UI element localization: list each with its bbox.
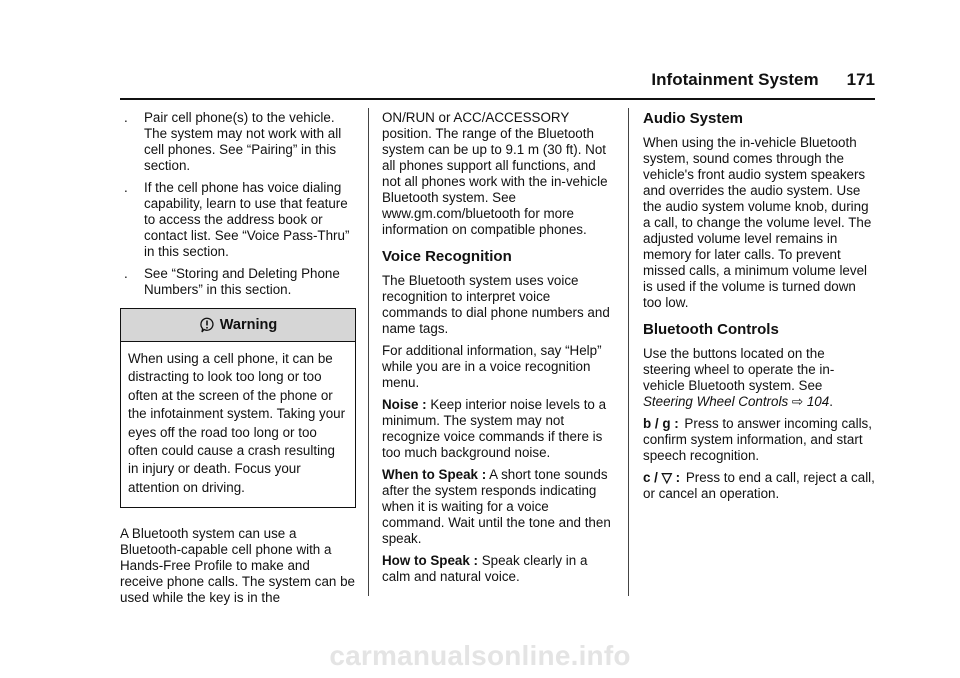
section-title: Infotainment System (651, 70, 819, 89)
push-to-talk-icon: b / g : (643, 416, 679, 431)
bullet-text: Pair cell phone(s) to the vehicle. The system may not work with all cell phones. See “Pairing” in this section. (144, 110, 342, 173)
voice-recognition-paragraph: The Bluetooth system uses voice recognition to interpret voice commands to dial phone numbers and name tags. (382, 273, 610, 336)
bullet-item (120, 180, 356, 260)
answer-call-text: Press to answer incoming calls, confirm system information, and start speech recognition. (643, 416, 872, 463)
when-to-speak-text: A short tone sounds after the system responds indicating when it is waiting for a voice command. Wait until the tone and then speak. (382, 467, 611, 546)
how-to-speak-label: How to Speak : (382, 553, 478, 568)
noise-text: Keep interior noise levels to a minimum. The system may not recognize voice commands if there is too much background noise. (382, 397, 607, 460)
column-divider-2 (628, 108, 629, 596)
column-3 (643, 110, 875, 508)
bullet-text: If the cell phone has voice dialing capability, learn to use that feature to access the address book or contact list. See “Voice Pass-Thru” in this section. (144, 180, 350, 259)
watermark: carmanualsonline.info (329, 640, 631, 671)
how-to-speak-text: Speak clearly in a calm and natural voice. (382, 553, 588, 584)
when-to-speak-paragraph (382, 467, 614, 547)
bullet-text: See “Storing and Deleting Phone Numbers” in this section. (144, 266, 340, 297)
bullet-item (120, 266, 356, 298)
header-rule (120, 98, 875, 100)
when-to-speak-label: When to Speak : (382, 467, 487, 482)
noise-paragraph (382, 397, 614, 461)
warning-body: When using a cell phone, it can be distracting to look too long or too often at the screen of the phone or the infotainment system. Taking your eyes off the road too long or too often could cause a crash resulting in injury or death. Focus your attention on driving. (128, 351, 346, 495)
warning-title: Warning (219, 317, 278, 333)
end-call-icon: c / ▽ : (643, 470, 681, 485)
bullet-mark: . (124, 110, 128, 125)
bullet-item (120, 110, 356, 174)
warning-header (121, 309, 355, 342)
bluetooth-controls-paragraph (643, 346, 875, 410)
steering-wheel-controls-ref: Steering Wheel Controls (643, 394, 789, 409)
audio-system-paragraph: When using the in-vehicle Bluetooth system, sound comes through the vehicle's front audio system speakers and overrides the audio system. Use the audio system volume knob, during a call, to change the volume level. The adjusted volume level remains in memory for later calls. To prevent missed calls, a minimum volume level is used if the volume is turned down too low. (643, 135, 872, 310)
noise-label: Noise : (382, 397, 427, 412)
how-to-speak-paragraph (382, 553, 614, 585)
bluetooth-intro-paragraph: A Bluetooth system can use a Bluetooth-capable cell phone with a Hands-Free Profile to make and receive phone calls. The system can be used while the key is in the (120, 526, 355, 606)
column-1 (120, 110, 356, 612)
ref-page-number: 104 (806, 394, 830, 409)
warning-box (120, 308, 356, 508)
ref-end: . (829, 394, 833, 409)
page-number: 171 (846, 70, 875, 89)
bluetooth-range-paragraph: ON/RUN or ACC/ACCESSORY position. The range of the Bluetooth system can be up to 9.1 m (30 ft). Not all phones support all functions, and not all phones work with the in-vehicle Bluetooth system. See www.gm.com/bluetooth for more information on compatible phones. (382, 110, 608, 237)
audio-system-heading: Audio System (643, 110, 744, 127)
answer-call-paragraph (643, 416, 875, 464)
column-divider-1 (368, 108, 369, 596)
page-header (640, 70, 875, 96)
end-call-paragraph (643, 470, 875, 502)
help-paragraph: For additional information, say “Help” while you are in a voice recognition menu. (382, 343, 602, 390)
voice-recognition-heading: Voice Recognition (382, 248, 512, 265)
bullet-mark: . (124, 180, 128, 195)
warning-icon (199, 317, 215, 333)
column-2 (382, 110, 614, 591)
bullet-mark: . (124, 266, 128, 281)
controls-text: Use the buttons located on the steering wheel to operate the in-vehicle Bluetooth system. See (643, 346, 835, 393)
end-call-text: Press to end a call, reject a call, or cancel an operation. (643, 470, 875, 501)
bluetooth-controls-heading: Bluetooth Controls (643, 321, 779, 338)
page-ref-arrow-icon: ⇨ (791, 394, 804, 409)
